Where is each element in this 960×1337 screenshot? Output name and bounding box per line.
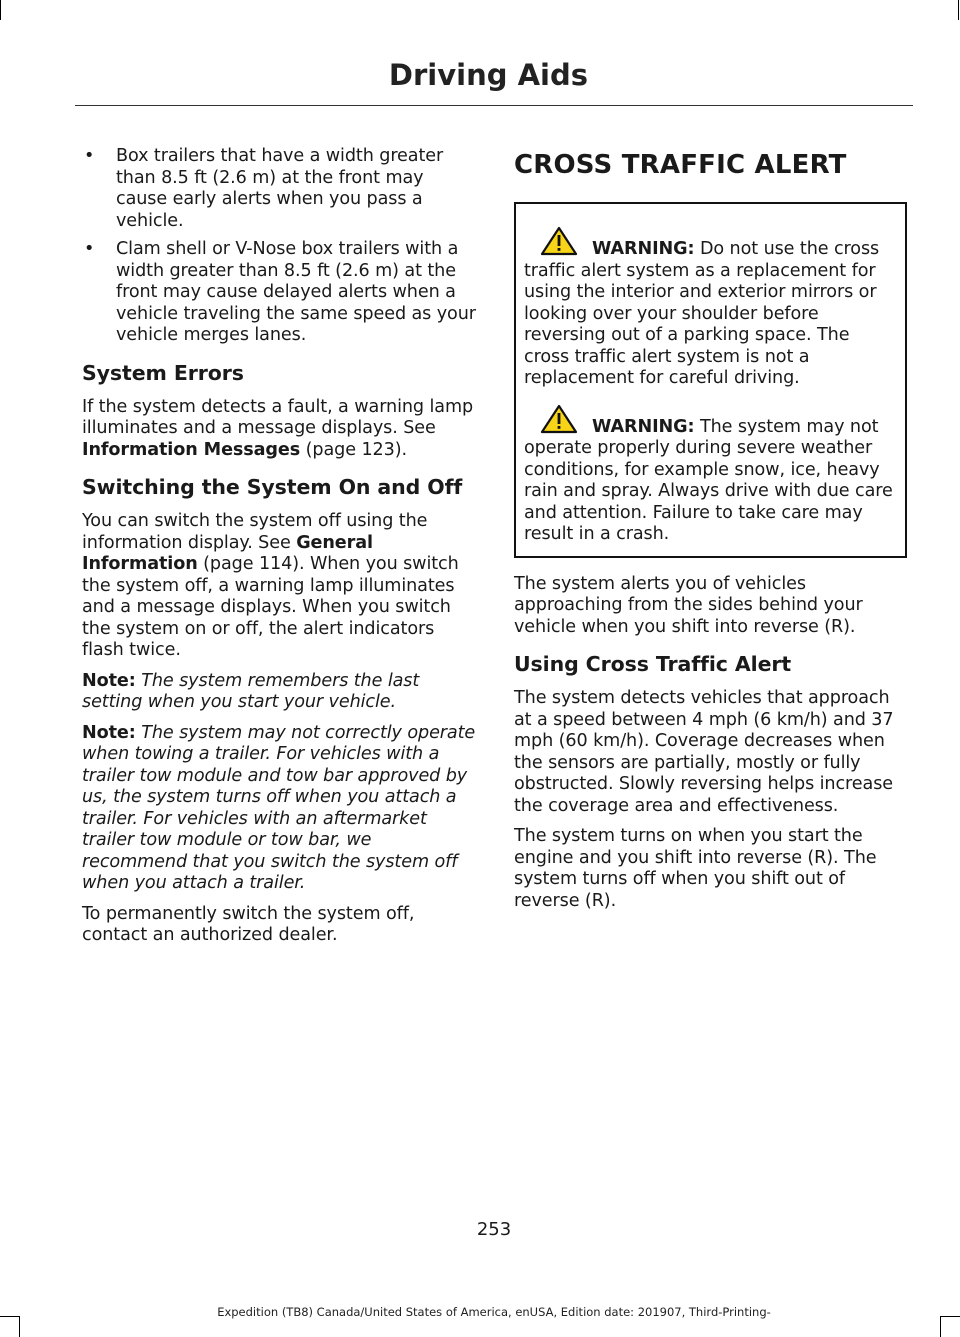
using-paragraph-1: The system detects vehicles that approach at a speed between 4 mph (6 km/h) and 37 mph (60 km/h). Coverage decreases when the sensors are partially, mostly or fully obstructed. Slowly reversing helps increase the coverage area and effectiveness. — [514, 688, 894, 816]
note-label: Note: — [82, 670, 136, 691]
system-errors-heading: System Errors — [82, 360, 244, 385]
list-item — [82, 239, 478, 347]
warning-label: WARNING: — [592, 416, 695, 437]
note-1-text: The system remembers the last setting when you start your vehicle. — [82, 670, 420, 712]
bullet-glyph: • — [84, 239, 95, 259]
information-messages-link[interactable]: Information Messages — [82, 439, 301, 460]
crop-mark — [19, 1316, 20, 1337]
left-column — [82, 146, 478, 956]
note-1 — [82, 671, 478, 714]
warning-label: WARNING: — [592, 239, 695, 259]
intro-paragraph: The system alerts you of vehicles approaching from the sides behind your vehicle when you shift into reverse (R). — [514, 573, 863, 637]
note-2 — [82, 723, 478, 895]
errors-page-ref: (page 123). — [305, 439, 407, 460]
crop-mark — [940, 1316, 941, 1337]
list-item — [82, 146, 478, 232]
warning-1 — [524, 226, 897, 390]
bullet-text: Box trailers that have a width greater than 8.5 ft (2.6 m) at the front may cause early alerts when you pass a vehicle. — [116, 146, 444, 231]
switch-text-1: You can switch the system off using the information display. See — [82, 511, 428, 553]
page-number: 253 — [476, 1219, 512, 1240]
crop-mark — [0, 0, 1, 20]
warning-2 — [524, 404, 897, 546]
errors-text: If the system detects a fault, a warning lamp illuminates and a message displays. See — [82, 396, 474, 438]
permanent-switch-paragraph: To permanently switch the system off, contact an authorized dealer. — [82, 903, 415, 945]
switching-paragraph — [82, 511, 478, 662]
cross-traffic-alert-heading: CROSS TRAFFIC ALERT — [514, 150, 847, 180]
switching-heading: Switching the System On and Off — [82, 475, 463, 499]
page-title: Driving Aids — [388, 58, 588, 92]
warning-triangle-icon — [540, 404, 586, 434]
warning-2-text: The system may not operate properly during severe weather conditions, for example snow, ice, heavy rain and spray. Always drive with due care and attention. Failure to take care may result in a crash. — [524, 416, 893, 544]
note-label: Note: — [82, 722, 136, 743]
general-information-link[interactable]: General Information — [82, 532, 373, 574]
trailer-bullet-list — [82, 146, 478, 347]
switch-text-2: (page 114). When you switch the system off, a warning lamp illuminates and a message displays. When you switch the system on or off, the alert indicators flash twice. — [82, 554, 459, 660]
using-paragraph-2: The system turns on when you start the engine and you shift into reverse (R). The system turns off when you shift out of reverse (R). — [514, 826, 877, 911]
bullet-glyph: • — [84, 146, 95, 166]
note-2-text: The system may not correctly operate when towing a trailer. For vehicles with a trailer tow module and tow bar approved by us, the system turns off when you attach a trailer. For vehicles with an aftermarket trailer tow module or tow bar, we recommend that you switch the system off when you attach a trailer. — [82, 722, 476, 893]
crop-mark — [958, 0, 959, 20]
footer-edition-info: Expedition (TB8) Canada/United States of America, enUSA, Edition date: 201907, Third-Printing- — [217, 1305, 771, 1319]
warning-triangle-icon — [540, 226, 586, 256]
right-column — [514, 146, 907, 921]
using-cross-traffic-alert-heading: Using Cross Traffic Alert — [514, 652, 792, 676]
header-rule — [75, 105, 913, 106]
bullet-text: Clam shell or V-Nose box trailers with a width greater than 8.5 ft (2.6 m) at the front may cause delayed alerts when a vehicle traveling the same speed as your vehicle merges lanes. — [116, 239, 476, 345]
system-errors-paragraph — [82, 397, 478, 462]
warning-1-text: Do not use the cross traffic alert system as a replacement for using the interior and exterior mirrors or looking over your shoulder before reversing out of a parking space. The cross traffic alert system is not a replacement for careful driving. — [524, 239, 880, 388]
warning-box — [514, 202, 907, 558]
